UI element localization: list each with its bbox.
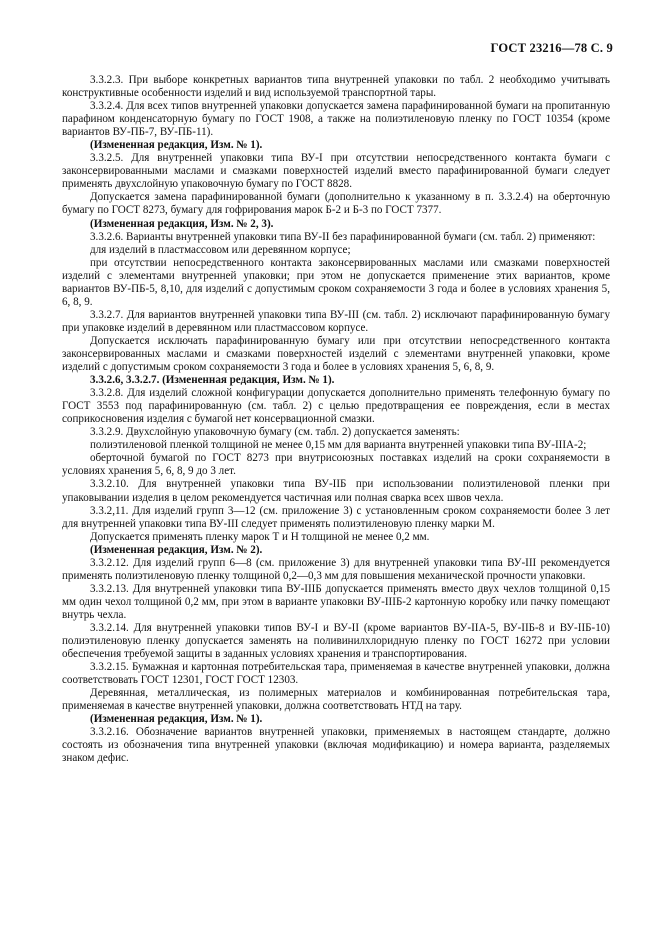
- paragraph: Деревянная, металлическая, из полимерных материалов и комбинированная потребительская тара, применяемая в качестве внутренней упаковки, должна соответствовать НТД на тару.: [62, 687, 610, 713]
- amendment-note: (Измененная редакция, Изм. № 1).: [90, 713, 263, 726]
- document-body: [62, 74, 610, 765]
- page-header: ГОСТ 23216—78 С. 9: [490, 41, 613, 55]
- paragraph: при отсутствии непосредственного контакта законсервированных маслами или смазками поверхностей изделий с элементами внутренней упаковки; при этом не допускается применение этих вариантов, кроме вариантов ВУ-ПБ-5, 8,10, для изделий с допустимым сроком сохраняемости 3 года и более в условиях хранения 5, 6, 8, 9.: [62, 256, 610, 308]
- paragraph-3-3-2-3: 3.3.2.3. При выборе конкретных вариантов типа внутренней упаковки по табл. 2 необходимо учитывать конструктивные особенности изделий и вид используемой транспортной тары.: [62, 74, 610, 100]
- paragraph: для изделий в пластмассовом или деревянном корпусе;: [90, 243, 351, 256]
- amendment-note: (Измененная редакция, Изм. № 1).: [90, 139, 263, 152]
- paragraph-3-3-2-4: 3.3.2.4. Для всех типов внутренней упаковки допускается замена парафинированной бумаги на пропитанную парафином конденсаторную бумагу по ГОСТ 1908, а также на полиэтиленовую пленку по ГОСТ 10354 (кроме вариантов ВУ-ПБ-7, ВУ-ПБ-11).: [62, 100, 610, 139]
- paragraph: Допускается применять пленку марок Т и Н толщиной не менее 0,2 мм.: [90, 530, 430, 543]
- paragraph-3-3-2-10: 3.3.2.10. Для внутренней упаковки типа ВУ-IIБ при использовании полиэтиленовой пленки при упаковывании изделия в целом рекомендуется частичная или полная сварка всех швов чехла.: [62, 478, 610, 504]
- amendment-note: 3.3.2.6, 3.3.2.7. (Измененная редакция, Изм. № 1).: [90, 374, 335, 387]
- amendment-note: (Измененная редакция, Изм. № 2).: [90, 543, 263, 556]
- paragraph-3-3-2-12: 3.3.2.12. Для изделий групп 6—8 (см. приложение 3) для внутренней упаковки типа ВУ-III рекомендуется применять полиэтиленовую пленку толщиной 0,2—0,3 мм для повышения механической прочности упаковки.: [62, 556, 610, 582]
- paragraph-3-3-2-15: 3.3.2.15. Бумажная и картонная потребительская тара, применяемая в качестве внутренней упаковки, должна соответствовать ГОСТ 12301, ГОСТ ГОСТ 12303.: [62, 661, 610, 687]
- paragraph-3-3-2-8: 3.3.2.8. Для изделий сложной конфигурации допускается дополнительно применять телефонную бумагу по ГОСТ 3553 под парафинированную (см. табл. 2) с целью предотвращения ее повреждения, если в местах соприкосновения изделия с бумагой нет консервационной смазки.: [62, 387, 610, 426]
- amendment-note: (Измененная редакция, Изм. № 2, 3).: [90, 217, 274, 230]
- paragraph-3-3-2-9: 3.3.2.9. Двухслойную упаковочную бумагу (см. табл. 2) допускается заменять:: [90, 426, 460, 439]
- paragraph: Допускается исключать парафинированную бумагу или при отсутствии непосредственного контакта законсервированных маслами и смазками поверхностей изделий с элементами внутренней упаковки, кроме изделий с допустимым сроком сохраняемости 3 года и более в условиях хранения 5, 6, 8, 9.: [62, 334, 610, 374]
- paragraph-3-3-2-13: 3.3.2.13. Для внутренней упаковки типа ВУ-IIIБ допускается применять вместо двух чехлов толщиной 0,15 мм один чехол толщиной 0,2 мм, при этом в варианте упаковки ВУ-IIIБ-2 картонную коробку или пачку помещают внутрь чехла.: [62, 582, 610, 621]
- paragraph-3-3-2-16: 3.3.2.16. Обозначение вариантов внутренней упаковки, применяемых в настоящем стандарте, должно состоять из обозначения типа внутренней упаковки (включая модификацию) и номера варианта, разделяемых знаком дефис.: [62, 726, 610, 765]
- paragraph: Допускается замена парафинированной бумаги (дополнительно к указанному в п. 3.3.2.4) на оберточную бумагу по ГОСТ 8273, бумагу для гофрирования марок Б-2 и Б-3 по ГОСТ 7377.: [62, 191, 610, 217]
- paragraph-3-3-2-14: 3.3.2.14. Для внутренней упаковки типов ВУ-I и ВУ-II (кроме вариантов ВУ-IIA-5, ВУ-IIБ-8 и ВУ-IIБ-10) полиэтиленовую пленку допускается заменять на поливинилхлоридную пленку по ГОСТ 16272 при условии обеспечения требуемой защиты в заданных условиях хранения и транспортирования.: [62, 621, 610, 661]
- paragraph-3-3-2-7: 3.3.2.7. Для вариантов внутренней упаковки типа ВУ-III (см. табл. 2) исключают парафинированную бумагу при упаковке изделий в деревянном или пластмассовом корпусе.: [62, 308, 610, 334]
- paragraph-3-3-2-5: 3.3.2.5. Для внутренней упаковки типа ВУ-I при отсутствии непосредственного контакта бумаги с законсервированными маслами и смазками поверхностей изделий вместо парафинированной бумаги следует применять двухслойную упаковочную бумагу по ГОСТ 8828.: [62, 152, 610, 191]
- paragraph-3-3-2-11: 3.3.2,11. Для изделий групп 3—12 (см. приложение 3) с установленным сроком сохраняемости более 3 лет для внутренней упаковки типа ВУ-III следует применять полиэтиленовую пленку марки М.: [62, 504, 610, 530]
- paragraph: полиэтиленовой пленкой толщиной не менее 0,15 мм для варианта внутренней упаковки типа ВУ-IIIА-2;: [90, 439, 587, 452]
- paragraph-3-3-2-6: 3.3.2.6. Варианты внутренней упаковки типа ВУ-II без парафинированной бумаги (см. табл. 2) применяют:: [90, 230, 596, 243]
- paragraph: оберточной бумагой по ГОСТ 8273 при внутрисоюзных поставках изделий на сроки сохраняемости в условиях хранения 5, 6, 8, 9 до 3 лет.: [62, 452, 610, 478]
